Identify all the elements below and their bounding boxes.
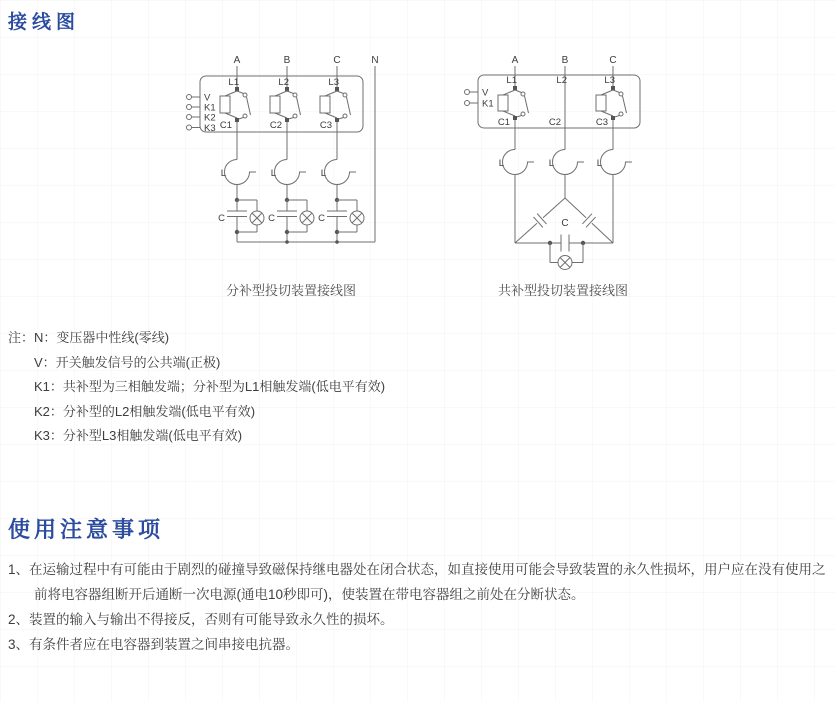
phase-label-a: A	[233, 55, 241, 66]
phase-label-b: B	[283, 55, 291, 66]
note-desc: 开关触发信号的公共端(正极)	[55, 354, 221, 370]
note-row-k1	[34, 375, 835, 400]
note-row-n	[34, 326, 835, 351]
note-desc: 分补型L3相触发端(低电平有效)	[62, 428, 243, 443]
terminal-label-k1: K1	[482, 98, 494, 110]
relay-unit-l3	[320, 66, 351, 160]
capacitor-branch-a	[218, 198, 264, 242]
relay-bottom-label: C3	[595, 117, 608, 128]
relay-unit-l1	[498, 66, 529, 150]
relay-top-label: L1	[506, 75, 517, 86]
inductor-symbols	[221, 160, 356, 201]
relay-bottom-label: C1	[219, 120, 232, 131]
caption-common-compensation: 共补型投切装置接线图	[497, 283, 628, 298]
note-row-k3	[34, 424, 835, 449]
relay-unit-l3	[596, 66, 627, 150]
phase-label-a: A	[511, 55, 519, 66]
usage-item-1: 1、在运输过程中有可能由于剧烈的碰撞导致磁保持继电器处在闭合状态，如直接使用可能会导致装置的永久性损坏，用户应在没有使用之前将电容器组断开后通断一次电源(通电10秒即可)，使装置在带电容器组之前处在分断状态。	[8, 561, 826, 602]
relay-top-label: L3	[328, 77, 339, 88]
caption-individual-compensation: 分补型投切装置接线图	[225, 283, 356, 298]
note-term: K1：	[34, 379, 63, 394]
note-desc: 共补型为三相触发端；分补型为L1相触发端(低电平有效)	[62, 379, 386, 394]
inductor-label: L	[320, 168, 326, 179]
relay-unit-l2	[270, 66, 301, 160]
usage-section-title: 使用注意事项	[8, 516, 165, 542]
inductor-label: L	[220, 168, 226, 179]
relay-top-label: L2	[556, 75, 567, 86]
wiring-section-title: 接线图	[8, 12, 81, 33]
note-term: V：	[34, 354, 56, 370]
terminal-label-v: V	[204, 92, 211, 104]
phase-label-n: N	[371, 55, 379, 66]
phase-label-c: C	[609, 55, 617, 66]
control-terminals	[465, 88, 494, 110]
terminal-label-v: V	[482, 87, 489, 99]
relay-bottom-label: C2	[548, 117, 561, 128]
terminal-label-k3: K3	[204, 123, 216, 134]
relay-top-label: L3	[604, 75, 615, 86]
usage-precautions-list	[8, 557, 827, 657]
capacitor-label: C	[318, 213, 325, 224]
terminal-label-k2: K2	[204, 112, 216, 124]
capacitor-branch-c	[318, 198, 364, 242]
inductor-label: L	[596, 158, 602, 169]
inductor-label: L	[498, 158, 504, 169]
diagram-common-compensation	[455, 50, 655, 278]
note-row-v	[34, 351, 835, 376]
delta-capacitor-bank	[515, 175, 613, 270]
note-term: K3：	[34, 428, 63, 443]
relay-top-label: L2	[278, 77, 289, 88]
phase-label-b: B	[561, 55, 569, 66]
note-desc: 变压器中性线(零线)	[56, 330, 170, 345]
note-desc: 分补型的L2相触发端(低电平有效)	[62, 403, 256, 419]
relay-unit-l1	[220, 66, 251, 160]
relay-top-label: L1	[228, 77, 239, 88]
phase-label-c: C	[333, 55, 341, 66]
diagram-individual-compensation	[180, 50, 392, 260]
wiring-diagrams-area	[0, 50, 835, 308]
note-term: N：	[34, 330, 57, 345]
wiring-notes	[0, 326, 835, 449]
capacitor-label: C	[268, 213, 275, 224]
pass-through-l2	[549, 66, 567, 150]
usage-item-3: 3、有条件者应在电容器到装置之间串接电抗器。	[8, 636, 300, 652]
inductor-label: L	[548, 158, 554, 169]
relay-bottom-label: C1	[497, 117, 510, 128]
note-row-k2	[34, 400, 835, 425]
control-terminals	[187, 93, 216, 135]
note-term: K2：	[34, 403, 63, 419]
terminal-label-k1: K1	[204, 102, 216, 114]
inductor-label: L	[270, 168, 276, 179]
relay-bottom-label: C2	[269, 120, 282, 131]
capacitor-label: C	[218, 213, 225, 224]
notes-prefix: 注：	[8, 330, 35, 345]
relay-bottom-label: C3	[319, 120, 332, 131]
capacitor-branch-b	[268, 198, 314, 242]
capacitor-label: C	[561, 218, 569, 229]
usage-item-2: 2、装置的输入与输出不得接反，否则有可能导致永久性的损坏。	[8, 611, 394, 627]
inductor-symbols	[499, 150, 632, 175]
